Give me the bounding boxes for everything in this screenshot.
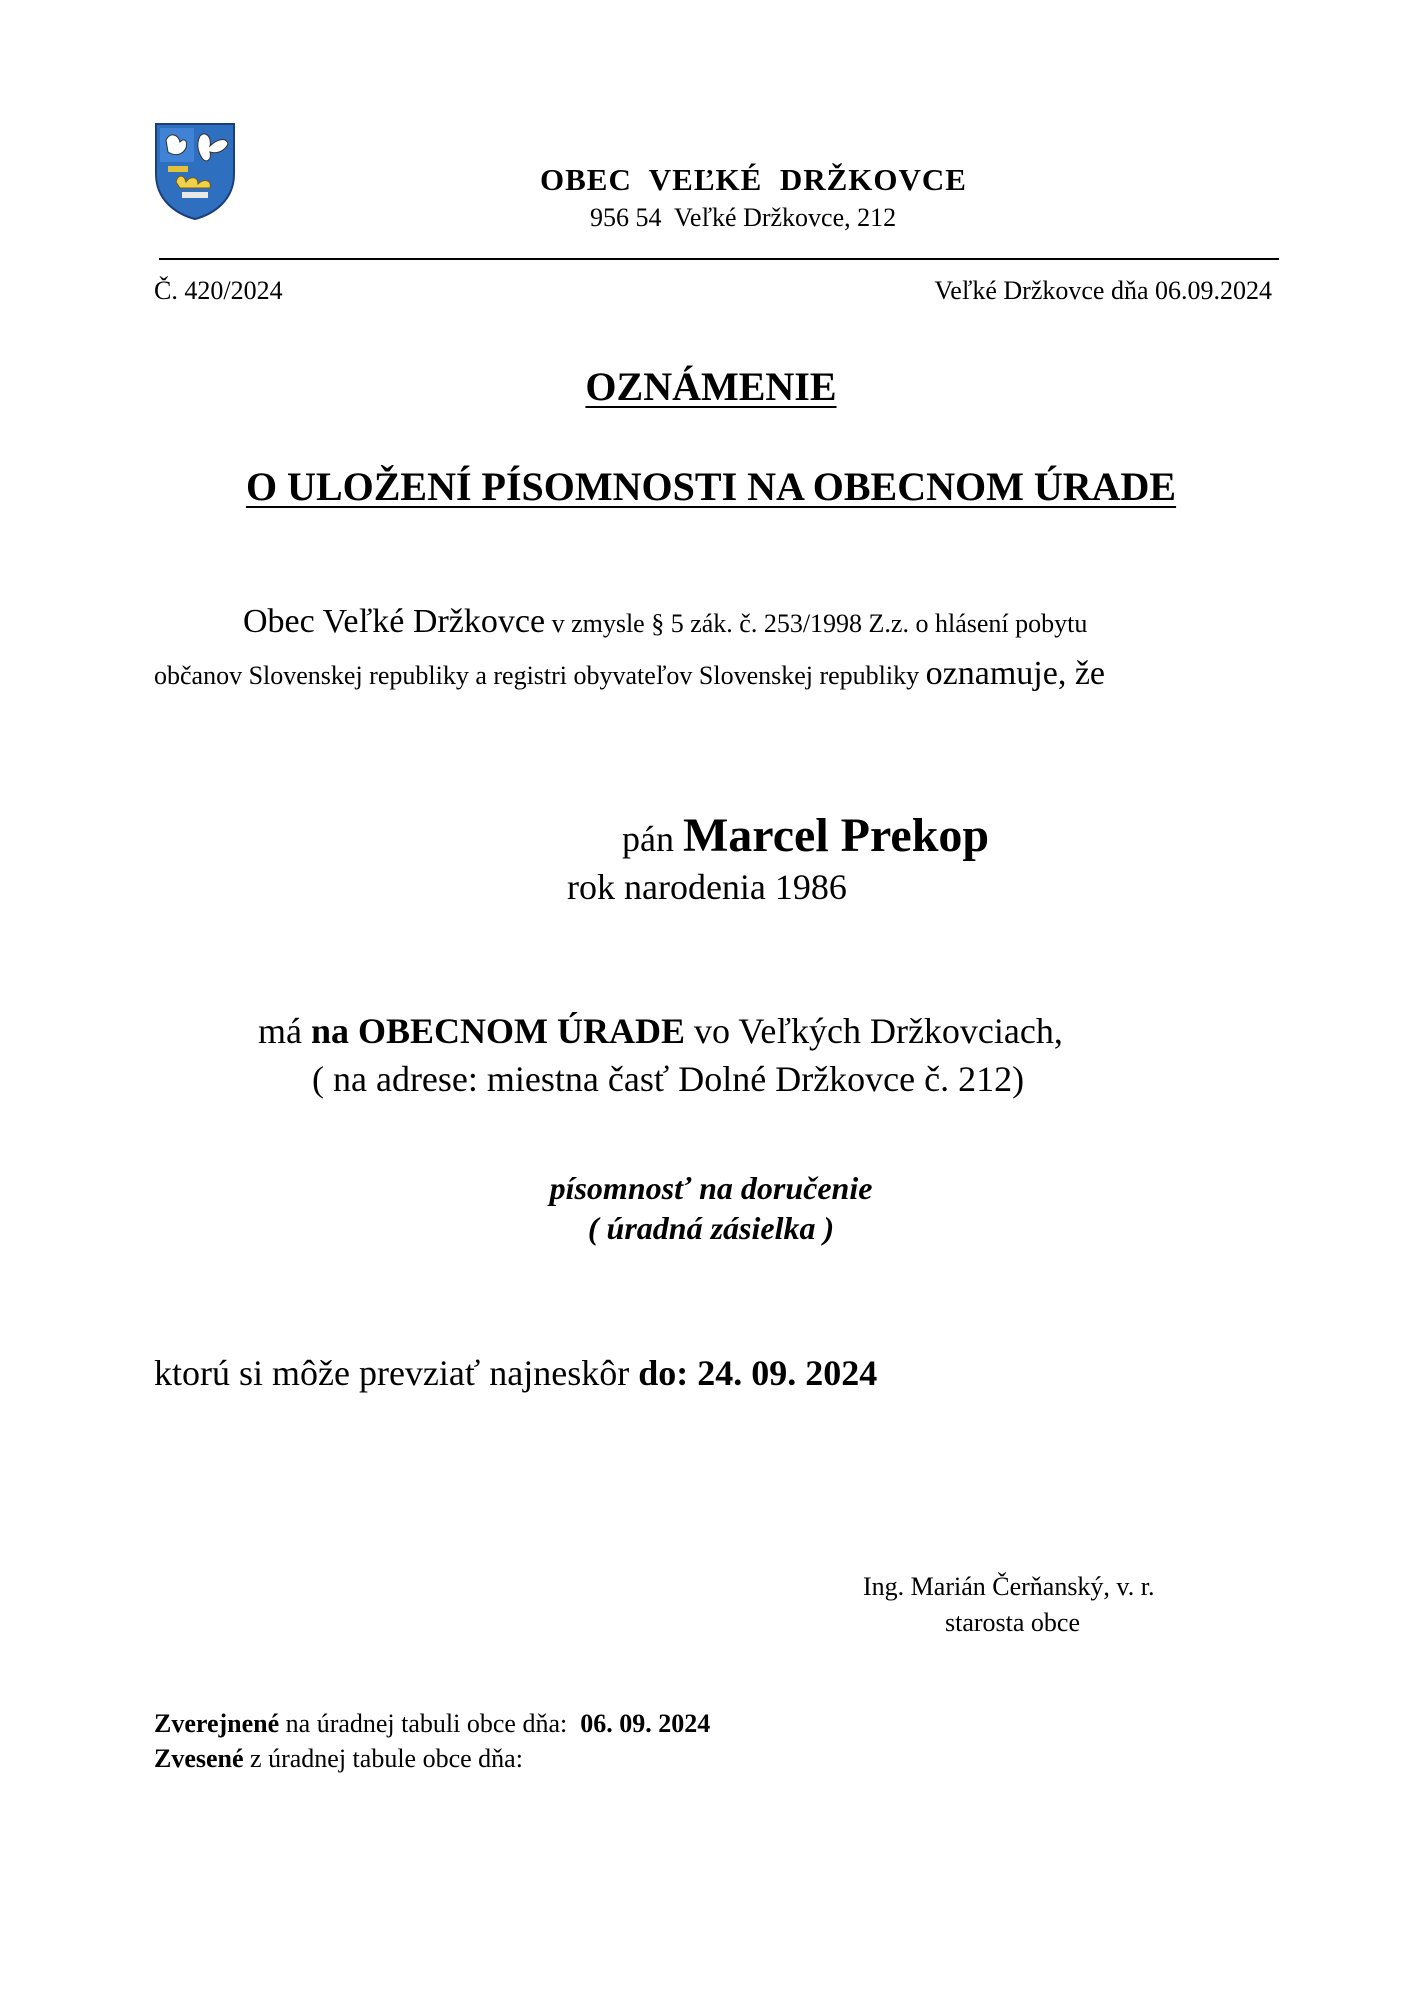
document-kind-text: ( úradná zásielka ) bbox=[587, 1210, 835, 1246]
intro-text-2: občanov Slovenskej republiky a registri obyvateľov Slovenskej republiky bbox=[154, 661, 926, 690]
office-address: ( na adrese: miestna časť Dolné Držkovce č. 212) bbox=[312, 1059, 1025, 1099]
published-text: na úradnej tabuli obce dňa: bbox=[279, 1709, 581, 1738]
recipient-name: Marcel Prekop bbox=[682, 809, 990, 862]
intro-subject: Obec Veľké Držkovce bbox=[243, 603, 546, 640]
office-line bbox=[258, 1010, 1063, 1052]
pickup-deadline: do: 24. 09. 2024 bbox=[638, 1353, 878, 1393]
document-type-text: písomnosť na doručenie bbox=[549, 1170, 873, 1206]
removed-text: z úradnej tabule obce dňa: bbox=[243, 1744, 523, 1773]
signatory-name: Ing. Marián Čerňanský, v. r. bbox=[863, 1572, 1155, 1601]
recipient-line bbox=[0, 808, 1422, 863]
municipal-coat-of-arms-icon bbox=[154, 122, 236, 220]
document-subtitle bbox=[0, 463, 1422, 510]
document-title bbox=[0, 363, 1422, 410]
intro-text-1: v zmysle § 5 zák. č. 253/1998 Z.z. o hlásení pobytu bbox=[545, 609, 1088, 638]
reference-number: Č. 420/2024 bbox=[154, 276, 283, 305]
intro-line-2 bbox=[154, 655, 1105, 693]
pickup-line bbox=[154, 1352, 877, 1394]
office-name: na OBECNOM ÚRADE bbox=[310, 1011, 686, 1051]
header-divider bbox=[159, 258, 1279, 260]
published-label: Zverejnené bbox=[154, 1709, 280, 1738]
intro-announces: oznamuje bbox=[925, 655, 1058, 692]
removed-label: Zvesené bbox=[154, 1744, 244, 1773]
removed-line bbox=[154, 1744, 523, 1774]
document-subtitle-text: O ULOŽENÍ PÍSOMNOSTI NA OBECNOM ÚRADE bbox=[245, 464, 1177, 509]
document-type bbox=[0, 1170, 1422, 1207]
office-prefix: má bbox=[258, 1011, 311, 1051]
municipality-name: OBEC VEĽKÉ DRŽKOVCE bbox=[540, 162, 967, 197]
published-date: 06. 09. 2024 bbox=[580, 1709, 711, 1738]
municipality-address: 956 54 Veľké Držkovce, 212 bbox=[590, 203, 897, 232]
pickup-text: ktorú si môže prevziať najneskôr bbox=[154, 1353, 639, 1393]
place-and-date: Veľké Držkovce dňa 06.09.2024 bbox=[934, 276, 1272, 305]
signatory-role: starosta obce bbox=[945, 1608, 1081, 1637]
office-suffix: vo Veľkých Držkovciach, bbox=[685, 1011, 1063, 1051]
intro-line-1 bbox=[243, 603, 1087, 641]
intro-tail: , že bbox=[1057, 655, 1105, 692]
recipient-salutation: pán bbox=[622, 819, 683, 859]
document-kind bbox=[0, 1210, 1422, 1247]
document-title-text: OZNÁMENIE bbox=[585, 364, 837, 409]
published-line bbox=[154, 1709, 710, 1739]
recipient-birth-year: rok narodenia 1986 bbox=[567, 867, 847, 907]
